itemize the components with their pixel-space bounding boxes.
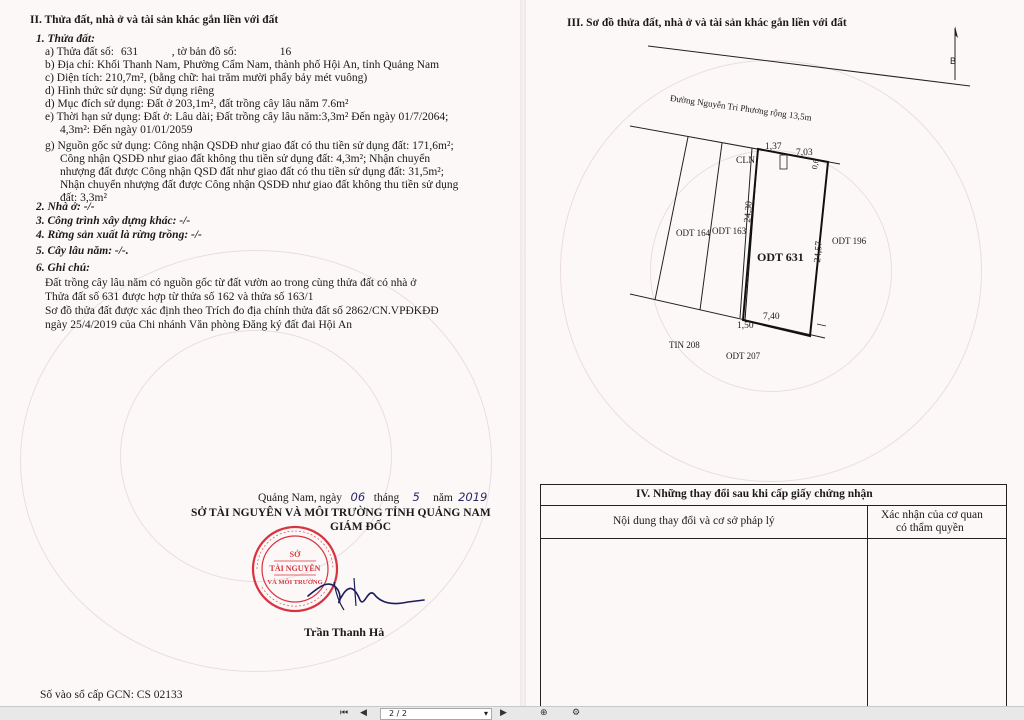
north-label: B xyxy=(950,56,957,66)
origin-line-2: Công nhận QSDĐ như giao đất không thu tiền sử dụng đất: 4,3m²; Nhận chuyển xyxy=(60,153,431,165)
perennial-line: 5. Cây lâu năm: -/-. xyxy=(36,245,129,257)
usage-form-line: d) Hình thức sử dụng: Sử dụng riêng xyxy=(45,85,215,97)
settings-icon[interactable]: ⚙ xyxy=(572,708,581,718)
forest-line: 4. Rừng sản xuất là rừng trồng: -/- xyxy=(36,229,202,241)
signature xyxy=(300,560,430,620)
road-label: Đường Nguyễn Tri Phương rộng 13,5m xyxy=(669,92,813,123)
issuing-organization: SỞ TÀI NGUYÊN VÀ MÔI TRƯỜNG TỈNH QUẢNG NAM xyxy=(191,507,491,519)
parcel-number-label: a) Thửa đất số: xyxy=(45,46,114,58)
note-line-3: Sơ đồ thửa đất được xác định theo Trích đo địa chính thửa đất số 2862/CN.VPĐKĐĐ xyxy=(45,305,439,317)
origin-line-4: Nhận chuyển nhượng đất được Công nhận QSDĐ như giao đất không thu tiền sử dụng xyxy=(60,179,459,191)
cln-label: CLN xyxy=(736,156,755,166)
viewer-toolbar xyxy=(0,706,1024,720)
lot-odt-164: ODT 164 xyxy=(676,228,711,238)
signer-role: GIÁM ĐỐC xyxy=(330,521,392,533)
origin-line-1: g) Nguồn gốc sử dụng: Công nhận QSDĐ như giao đất có thu tiền sử dụng đất: 171,6m²; xyxy=(45,140,454,152)
usage-purpose-line: d) Mục đích sử dụng: Đất ở 203,1m², đất trồng cây lâu năm 7.6m² xyxy=(45,98,349,110)
page-dropdown-icon: ▾ xyxy=(483,709,488,718)
construction-line: 3. Công trình xây dựng khác: -/- xyxy=(36,215,191,227)
map-sheet-label: , tờ bản đồ số: xyxy=(171,46,237,58)
section-ii-title: II. Thửa đất, nhà ở và tài sản khác gắn liền với đất xyxy=(30,14,279,26)
page-fold xyxy=(520,0,526,706)
lot-tin-208: TIN 208 xyxy=(669,340,700,350)
date-year: 2019 xyxy=(458,490,488,504)
prev-page-icon[interactable]: ◀ xyxy=(360,708,367,718)
bottom-boundary-line xyxy=(630,294,825,338)
date-month: 5 xyxy=(412,490,420,504)
origin-line-3: nhượng đất được Công nhận QSD đất như giao đất có thu tiền sử dụng đất: 31,5m²; xyxy=(60,166,444,178)
changes-table-header xyxy=(541,485,1006,506)
date-prefix: Quảng Nam, ngày xyxy=(258,492,342,504)
dim-0-6: 0,6 xyxy=(809,158,821,170)
next-page-icon[interactable]: ▶ xyxy=(500,708,507,718)
address-line: b) Địa chỉ: Khối Thanh Nam, Phường Cẩm Nam, thành phố Hội An, tỉnh Quảng Nam xyxy=(45,59,440,71)
svg-text:VÀ MÔI TRƯỜNG: VÀ MÔI TRƯỜNG xyxy=(267,579,323,586)
page-indicator-text: 2 / 2 xyxy=(389,709,407,718)
changes-table xyxy=(540,484,1007,706)
dim-7-40: 7,40 xyxy=(763,312,780,322)
note-line-1: Đất trồng cây lâu năm có nguồn gốc từ đất vườn ao trong cùng thửa đất có nhà ở xyxy=(45,277,417,289)
svg-text:SỞ: SỞ xyxy=(289,550,301,559)
cln-strip xyxy=(780,155,787,169)
col-content-label: Nội dung thay đổi và cơ sở pháp lý xyxy=(613,515,775,527)
col-content-header xyxy=(541,505,868,539)
area-line: c) Diện tích: 210,7m², (bằng chữ: hai trăm mười phẩy bảy mét vuông) xyxy=(45,72,368,84)
dim-24-57: 24,57 xyxy=(812,240,825,263)
parcel-heading: 1. Thửa đất: xyxy=(36,33,95,45)
lot-odt-163: ODT 163 xyxy=(712,226,747,236)
parcel-631-inner xyxy=(745,149,758,320)
signer-name: Trần Thanh Hà xyxy=(304,625,385,639)
lot-odt-631: ODT 631 xyxy=(757,250,804,264)
house-line: 2. Nhà ở: -/- xyxy=(36,201,95,213)
col-authority-label-1: Xác nhận của cơ quan xyxy=(881,509,983,521)
lot-odt-207: ODT 207 xyxy=(726,351,761,361)
note-line-2: Thửa đất số 631 được hợp từ thửa số 162 và thửa số 163/1 xyxy=(45,291,314,303)
date-day: 06 xyxy=(350,490,366,504)
first-page-icon[interactable]: ⏮ xyxy=(340,708,349,718)
lot-divider-1 xyxy=(655,137,688,300)
map-sheet-number: 16 xyxy=(279,46,292,58)
svg-text:TÀI NGUYÊN: TÀI NGUYÊN xyxy=(269,564,321,573)
dim-24-30: 24,30 xyxy=(742,200,755,223)
parcel-number: 631 xyxy=(120,46,139,58)
col-authority-header xyxy=(868,505,1006,539)
zoom-in-icon[interactable]: ⊕ xyxy=(540,708,548,718)
lot-odt-196: ODT 196 xyxy=(832,236,867,246)
road-edge-line xyxy=(648,46,970,86)
date-month-label: tháng xyxy=(373,492,400,504)
table-column-divider xyxy=(867,538,868,706)
notes-heading: 6. Ghi chú: xyxy=(36,262,90,274)
dim-7-03: 7,03 xyxy=(796,148,813,158)
date-year-label: năm xyxy=(433,492,453,504)
origin-line-5: đất: 3,3m² xyxy=(60,192,107,204)
col-authority-label-2: có thẩm quyền xyxy=(896,522,964,534)
dim-1-37: 1,37 xyxy=(765,142,782,152)
parcel-number-row xyxy=(45,46,291,59)
dim-1-50: 1,50 xyxy=(737,321,754,331)
section-iii-title: III. Sơ đồ thửa đất, nhà ở và tài sản khác gắn liền với đất xyxy=(567,17,847,29)
note-line-4: ngày 25/4/2019 của Chi nhánh Văn phòng Đăng ký đất đai Hội An xyxy=(45,319,353,331)
usage-term-line: e) Thời hạn sử dụng: Đất ở: Lâu dài; Đất trồng cây lâu năm:3,3m² Đến ngày 01/7/2064; xyxy=(45,111,449,123)
page-indicator[interactable] xyxy=(380,708,492,720)
registration-number: Số vào sổ cấp GCN: CS 02133 xyxy=(40,689,183,701)
issue-date xyxy=(258,491,490,505)
changes-table-title: IV. Những thay đổi sau khi cấp giấy chứng nhận xyxy=(636,488,873,500)
parcel-diagram xyxy=(600,24,1020,384)
usage-term-line-2: 4,3m²: Đến ngày 01/01/2059 xyxy=(60,124,193,136)
